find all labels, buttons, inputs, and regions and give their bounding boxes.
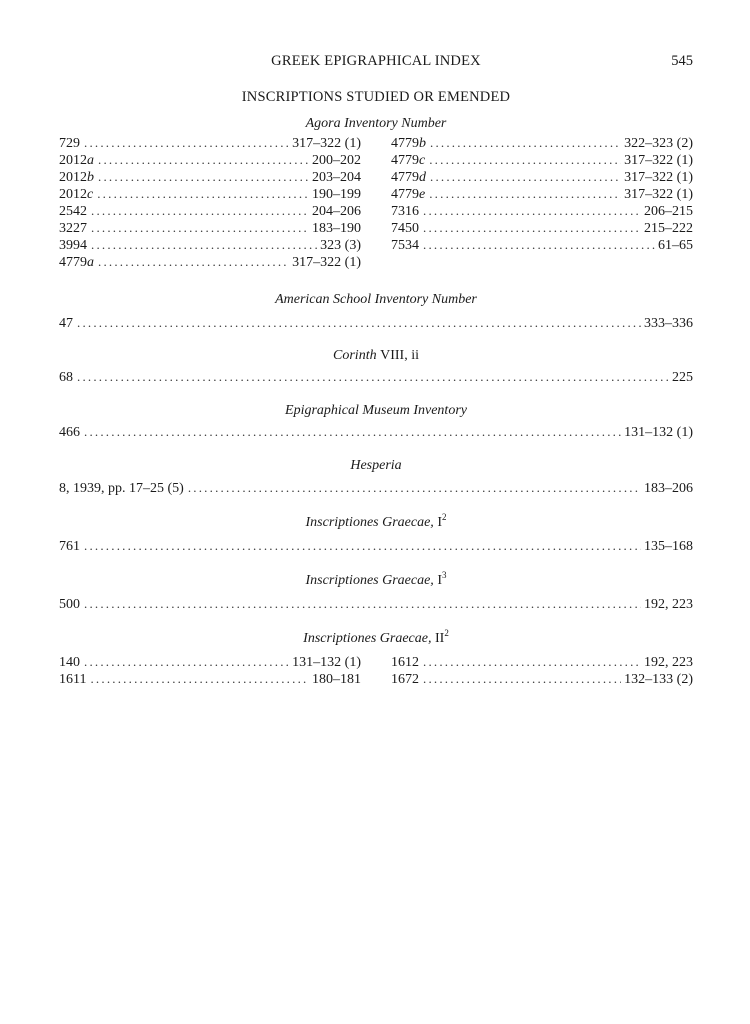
page-number: 545: [671, 53, 693, 69]
page-reference: 317–322 (1): [624, 170, 693, 185]
entries-full-width: [59, 314, 693, 331]
entry-number: 3227: [59, 221, 87, 236]
leader-dots: [91, 236, 317, 253]
entry-number: 2542: [59, 204, 87, 219]
index-entry: [59, 134, 361, 151]
entries-right-column: [391, 653, 693, 687]
section-heading: Epigraphical Museum Inventory: [285, 403, 467, 418]
page-reference: 317–322 (1): [624, 153, 693, 168]
leader-dots: [91, 202, 309, 219]
entry-number: 2012b: [59, 170, 94, 185]
page-reference: 317–322 (1): [624, 187, 693, 202]
index-entry: [59, 219, 361, 236]
entry-number: 1672: [391, 672, 419, 687]
page-reference: 180–181: [312, 672, 361, 687]
section-heading: Inscriptiones Graecae, $I^2$: [305, 512, 447, 530]
page-title: INSCRIPTIONS STUDIED OR EMENDED: [241, 89, 511, 105]
leader-dots: [91, 219, 309, 236]
entry-number: 4779c: [391, 153, 426, 168]
entries-full-width: [59, 537, 693, 554]
section-heading: Hesperia: [350, 458, 402, 473]
entry-number: 2012a: [59, 153, 94, 168]
entry-number: 1612: [391, 655, 419, 670]
leader-dots: [188, 479, 641, 496]
section-epigraphical-museum-inventory: [59, 403, 693, 440]
page-reference: 225: [672, 370, 693, 385]
entry-number: 8, 1939, pp. 17–25 (5): [59, 481, 184, 496]
entries-right-column: [391, 134, 693, 270]
page-reference: 61–65: [658, 238, 693, 253]
leader-dots: [84, 537, 641, 554]
page-reference: 183–206: [644, 481, 693, 496]
section-ig-i2: [59, 512, 693, 554]
index-entry: [59, 368, 693, 385]
index-entry: [59, 202, 361, 219]
leader-dots: [429, 151, 621, 168]
entry-number: 4779a: [59, 255, 94, 270]
index-entry: [59, 236, 361, 253]
leader-dots: [90, 670, 309, 687]
leader-dots: [98, 168, 309, 185]
entry-number: 47: [59, 316, 73, 331]
running-head: [59, 53, 693, 75]
page-reference: 131–132 (1): [624, 425, 693, 440]
page-reference: 322–323 (2): [624, 136, 693, 151]
page-reference: 190–199: [312, 187, 361, 202]
entries-left-column: [59, 653, 361, 687]
index-entry: [391, 134, 693, 151]
index-entry: [391, 219, 693, 236]
entry-number: 500: [59, 597, 80, 612]
page-reference: 135–168: [644, 539, 693, 554]
section-heading: Corinth VIII, ii: [333, 348, 419, 363]
index-entry: [391, 653, 693, 670]
index-entry: [391, 151, 693, 168]
index-page: [59, 0, 693, 687]
entry-number: 4779e: [391, 187, 426, 202]
entry-number: 761: [59, 539, 80, 554]
page-reference: 204–206: [312, 204, 361, 219]
entries-two-column: [59, 134, 693, 270]
entry-number: 7316: [391, 204, 419, 219]
leader-dots: [84, 423, 621, 440]
running-title: GREEK EPIGRAPHICAL INDEX: [271, 53, 481, 69]
entries-two-column: [59, 653, 693, 687]
index-entry: [59, 479, 693, 496]
page-reference: 200–202: [312, 153, 361, 168]
index-entry: [391, 168, 693, 185]
index-entry: [59, 253, 361, 270]
page-reference: 132–133 (2): [624, 672, 693, 687]
entries-full-width: [59, 423, 693, 440]
entries-full-width: [59, 368, 693, 385]
index-entry: [59, 314, 693, 331]
page-reference: 333–336: [644, 316, 693, 331]
entry-number: 729: [59, 136, 80, 151]
page-reference: 192, 223: [644, 597, 693, 612]
entry-number: 3994: [59, 238, 87, 253]
entries-full-width: [59, 479, 693, 496]
leader-dots: [430, 134, 621, 151]
index-entry: [391, 670, 693, 687]
leader-dots: [84, 653, 289, 670]
page-reference: 317–322 (1): [292, 255, 361, 270]
index-entry: [59, 595, 693, 612]
leader-dots: [98, 151, 309, 168]
leader-dots: [98, 253, 289, 270]
section-heading: Inscriptiones Graecae, $II^2$: [303, 628, 449, 646]
leader-dots: [77, 314, 641, 331]
leader-dots: [84, 134, 289, 151]
index-entry: [59, 537, 693, 554]
section-heading: Agora Inventory Number: [305, 116, 447, 131]
page-reference: 215–222: [644, 221, 693, 236]
entry-number: 68: [59, 370, 73, 385]
entry-number: 466: [59, 425, 80, 440]
index-entry: [59, 423, 693, 440]
index-entry: [391, 185, 693, 202]
page-reference: 206–215: [644, 204, 693, 219]
page-reference: 323 (3): [320, 238, 361, 253]
section-corinth: [59, 348, 693, 385]
leader-dots: [77, 368, 669, 385]
leader-dots: [84, 595, 641, 612]
entries-full-width: [59, 595, 693, 612]
entry-number: 140: [59, 655, 80, 670]
index-entry: [59, 653, 361, 670]
leader-dots: [423, 653, 641, 670]
leader-dots: [423, 236, 655, 253]
leader-dots: [423, 202, 641, 219]
page-reference: 192, 223: [644, 655, 693, 670]
index-entry: [59, 168, 361, 185]
page-reference: 203–204: [312, 170, 361, 185]
leader-dots: [423, 219, 641, 236]
leader-dots: [430, 168, 621, 185]
section-hesperia: [59, 458, 693, 496]
entry-number: 4779b: [391, 136, 426, 151]
leader-dots: [423, 670, 621, 687]
section-ig-ii2: [59, 628, 693, 687]
section-american-school-inventory: [59, 292, 693, 331]
entry-number: 1611: [59, 672, 87, 687]
leader-dots: [429, 185, 621, 202]
section-heading: American School Inventory Number: [275, 292, 477, 307]
index-entry: [59, 670, 361, 687]
index-entry: [391, 236, 693, 253]
page-reference: 317–322 (1): [292, 136, 361, 151]
section-ig-i3: [59, 570, 693, 612]
index-entry: [391, 202, 693, 219]
page-reference: 131–132 (1): [292, 655, 361, 670]
section-heading: Inscriptiones Graecae, $I^3$: [305, 570, 447, 588]
index-entry: [59, 185, 361, 202]
page-reference: 183–190: [312, 221, 361, 236]
entry-number: 2012c: [59, 187, 94, 202]
entry-number: 7450: [391, 221, 419, 236]
index-entry: [59, 151, 361, 168]
entry-number: 7534: [391, 238, 419, 253]
leader-dots: [97, 185, 309, 202]
entries-left-column: [59, 134, 361, 270]
entry-number: 4779d: [391, 170, 426, 185]
section-agora-inventory: [59, 116, 693, 270]
